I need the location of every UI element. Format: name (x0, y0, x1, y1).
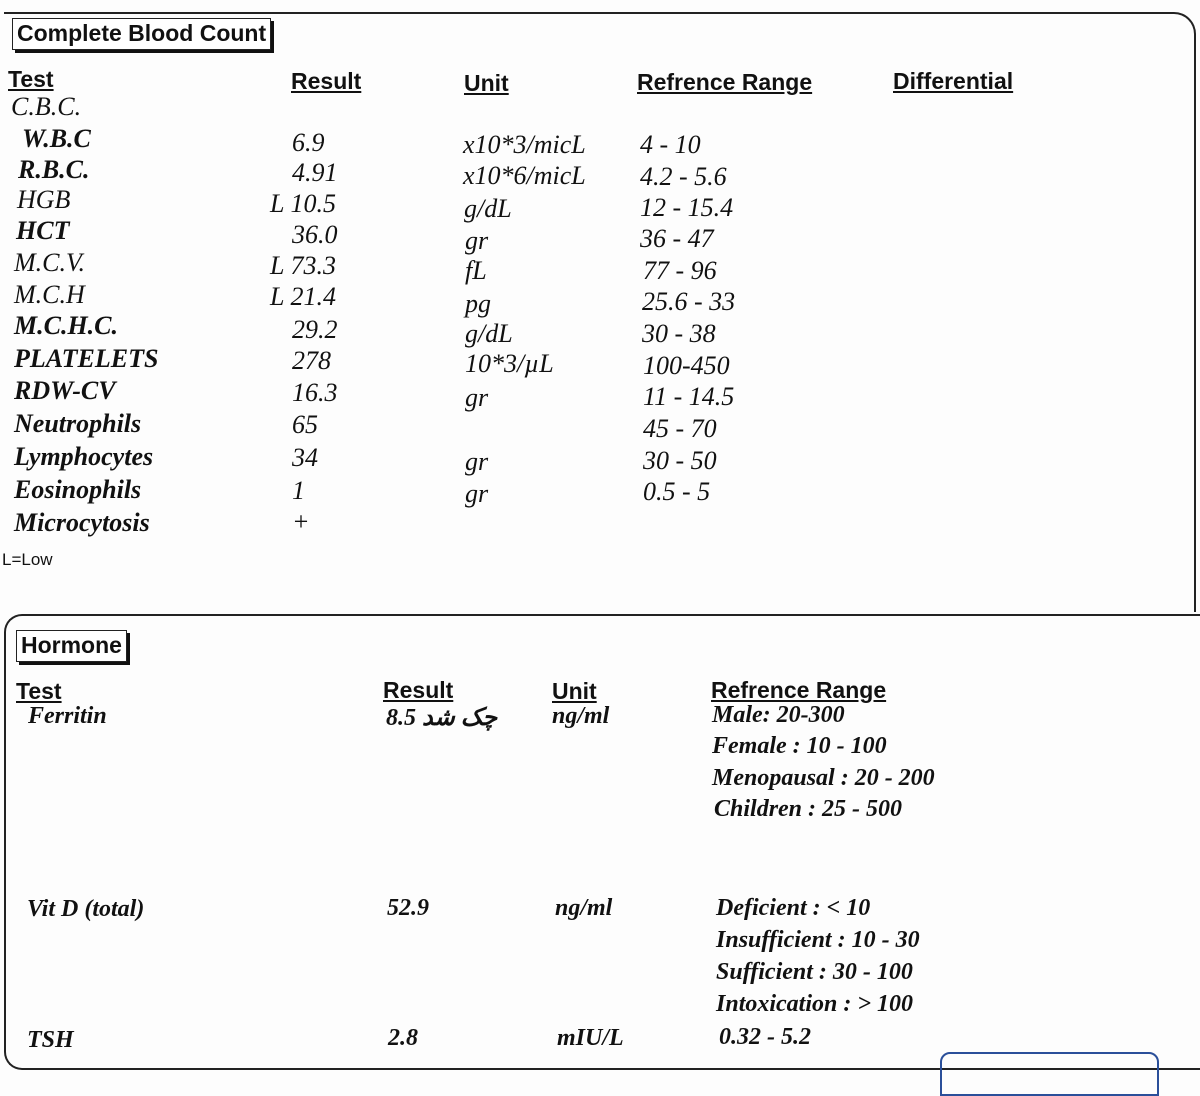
test-name: Vit D (total) (27, 896, 145, 922)
test-result: + (292, 507, 310, 536)
test-result: 4.91 (292, 158, 338, 187)
range-line: Intoxication : > 100 (716, 991, 914, 1017)
test-name: Microcytosis (14, 508, 150, 537)
cbc-legend: L=Low (2, 550, 53, 569)
cbc-group-label: C.B.C. (11, 92, 82, 121)
test-name: TSH (27, 1027, 74, 1053)
test-result: 29.2 (292, 315, 338, 344)
test-name: M.C.V. (14, 248, 86, 277)
cbc-header-test: Test (8, 66, 54, 92)
hormone-section-frame (4, 614, 1200, 1070)
test-unit: gr (465, 226, 489, 255)
cbc-header-differential: Differential (893, 68, 1014, 94)
test-range: 30 - 50 (643, 446, 717, 475)
test-unit: x10*3/micL (463, 130, 586, 159)
range-line: Male: 20-300 (712, 702, 845, 728)
cbc-header-range: Refrence Range (637, 69, 813, 95)
test-name: Lymphocytes (14, 442, 154, 471)
test-name: M.C.H (14, 280, 85, 309)
lab-stamp (940, 1052, 1159, 1096)
test-result: L 73.3 (270, 251, 336, 280)
range-line: Sufficient : 30 - 100 (716, 959, 913, 985)
test-unit: pg (465, 289, 491, 318)
test-name: Ferritin (28, 703, 107, 729)
hormone-section-title: Hormone (16, 630, 127, 662)
test-range: 100-450 (643, 351, 730, 380)
test-range: 0.32 - 5.2 (719, 1024, 811, 1050)
test-result: 6.9 (292, 128, 325, 157)
range-line: Deficient : < 10 (716, 895, 871, 921)
range-line: Children : 25 - 500 (714, 796, 903, 822)
test-result: 8.5 چک شد (386, 705, 498, 731)
cbc-section-title: Complete Blood Count (12, 18, 271, 50)
test-result: L 10.5 (270, 189, 336, 218)
test-result: 2.8 (388, 1025, 418, 1051)
range-line: Female : 10 - 100 (712, 733, 887, 759)
test-result: 36.0 (292, 220, 338, 249)
test-unit: ng/ml (555, 895, 613, 921)
test-unit: g/dL (464, 194, 512, 223)
test-unit: ng/ml (552, 703, 610, 729)
test-result: 278 (292, 346, 331, 375)
cbc-header-unit: Unit (464, 70, 509, 96)
test-unit: 10*3/µL (465, 349, 554, 378)
test-result: 34 (292, 443, 318, 472)
test-unit: g/dL (465, 319, 513, 348)
test-unit: x10*6/micL (463, 161, 586, 190)
test-name: RDW-CV (14, 376, 116, 405)
test-name: HCT (16, 216, 70, 245)
test-result: 52.9 (387, 895, 429, 921)
test-unit: gr (465, 447, 489, 476)
test-range: 12 - 15.4 (640, 193, 734, 222)
test-name: R.B.C. (18, 155, 90, 184)
test-unit: mIU/L (557, 1025, 624, 1051)
test-result: L 21.4 (270, 282, 336, 311)
test-result: 65 (292, 410, 318, 439)
range-line: Menopausal : 20 - 200 (712, 765, 935, 791)
cbc-header-result: Result (291, 68, 362, 94)
test-result: 16.3 (292, 378, 338, 407)
hormone-header-range: Refrence Range (711, 677, 887, 703)
test-name: HGB (17, 185, 71, 214)
test-range: 4 - 10 (640, 130, 701, 159)
hormone-header-test: Test (16, 678, 62, 704)
test-range: 77 - 96 (643, 256, 717, 285)
hormone-header-result: Result (383, 677, 454, 703)
test-unit: gr (465, 383, 489, 412)
test-range: 30 - 38 (642, 319, 716, 348)
test-range: 0.5 - 5 (643, 477, 711, 506)
test-name: W.B.C (22, 124, 91, 153)
test-name: Eosinophils (14, 475, 142, 504)
test-unit: fL (465, 256, 487, 285)
test-range: 36 - 47 (640, 224, 714, 253)
hormone-header-unit: Unit (552, 678, 597, 704)
test-range: 45 - 70 (643, 414, 717, 443)
test-range: 4.2 - 5.6 (640, 162, 727, 191)
test-name: PLATELETS (14, 344, 159, 373)
test-result: 1 (292, 476, 305, 505)
test-unit: gr (465, 479, 489, 508)
test-name: Neutrophils (14, 409, 142, 438)
test-range: 25.6 - 33 (642, 287, 736, 316)
test-name: M.C.H.C. (14, 311, 119, 340)
test-range: 11 - 14.5 (643, 382, 735, 411)
range-line: Insufficient : 10 - 30 (716, 927, 920, 953)
cbc-section-frame (4, 12, 1196, 612)
